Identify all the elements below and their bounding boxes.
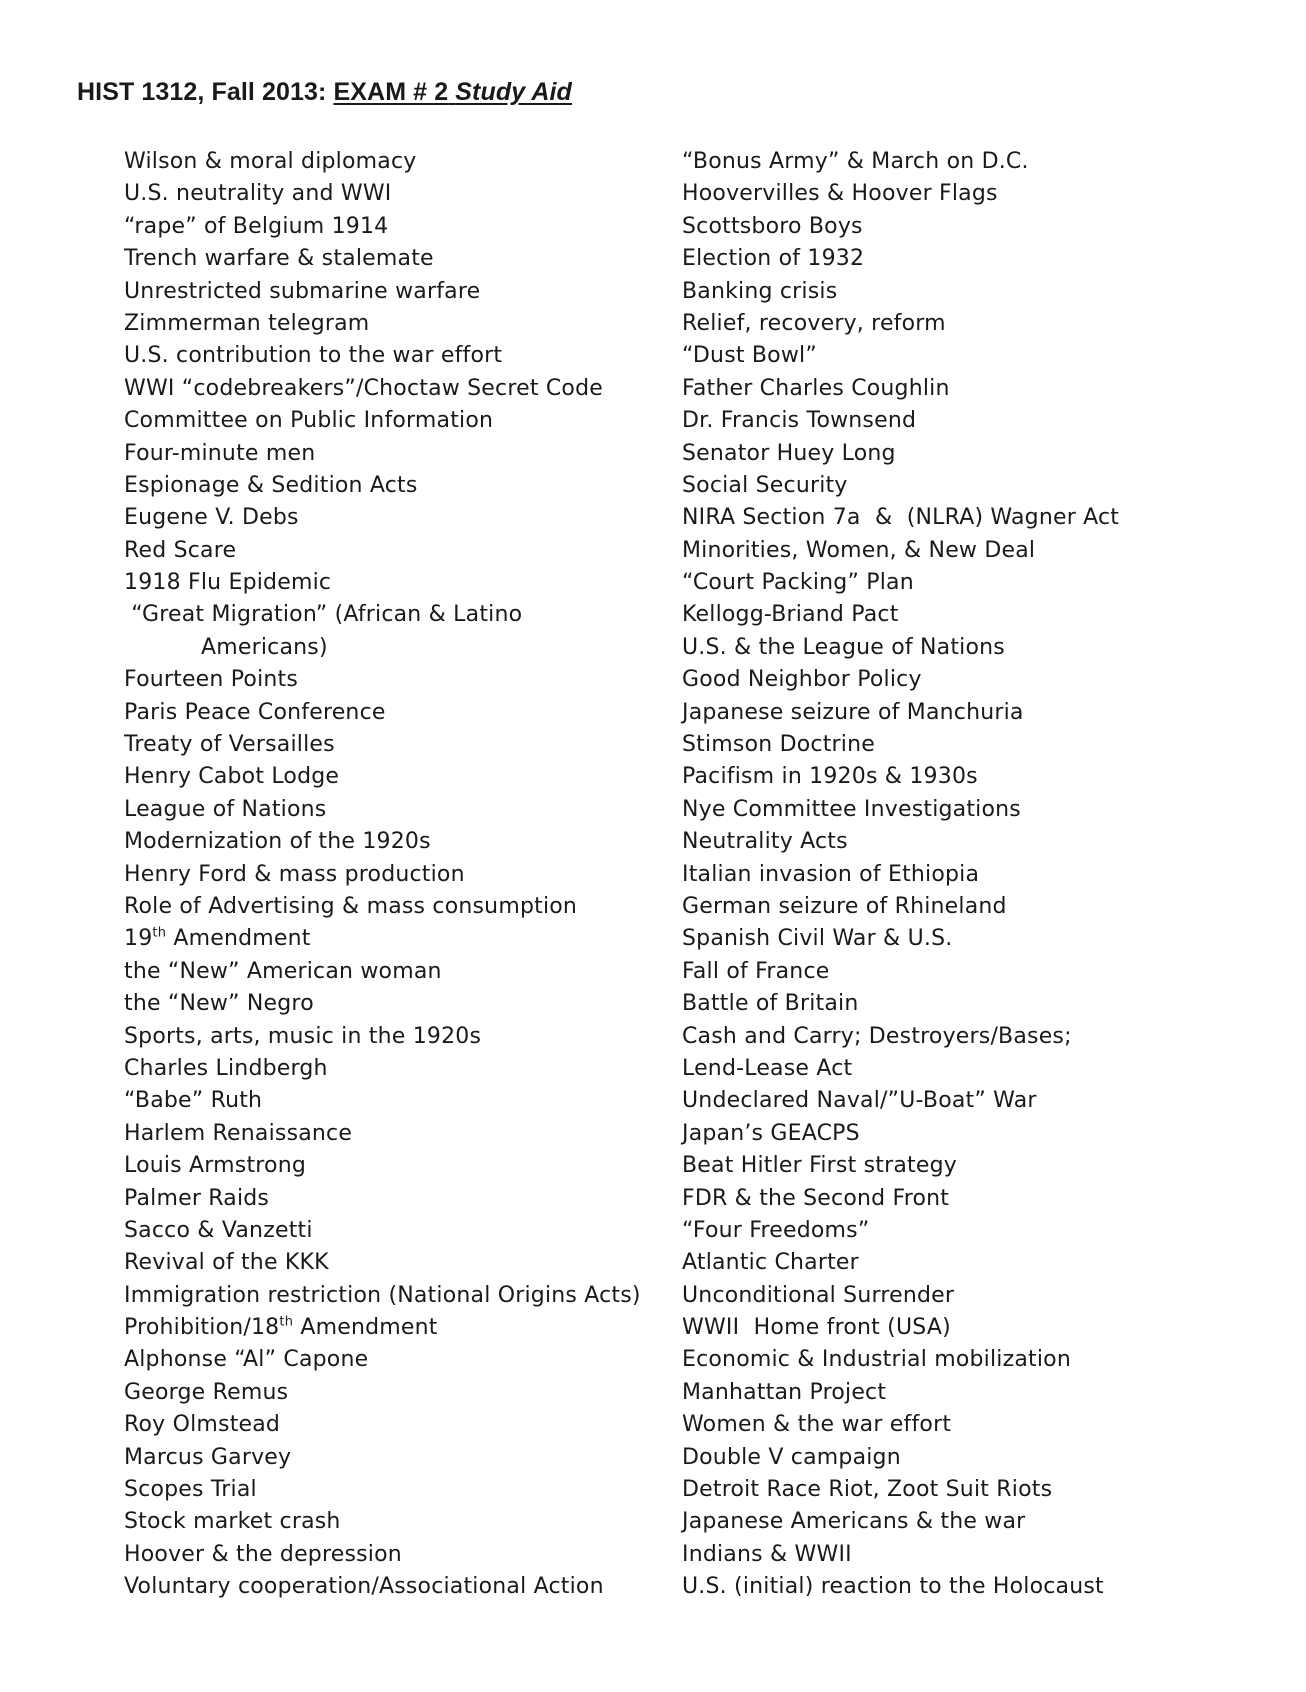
list-item: Marcus Garvey [124,1444,292,1470]
list-item: FDR & the Second Front [682,1185,950,1211]
list-item: Economic & Industrial mobilization [682,1347,1071,1373]
list-item: Modernization of the 1920s [124,829,431,855]
list-item: Revival of the KKK [124,1250,329,1276]
list-item: Detroit Race Riot, Zoot Suit Riots [682,1477,1053,1503]
list-item: Women & the war effort [682,1412,952,1438]
list-item: Scopes Trial [124,1477,257,1503]
list-item: Unconditional Surrender [682,1282,955,1308]
list-item: Banking crisis [682,278,838,304]
list-item: Louis Armstrong [124,1153,306,1179]
list-item: the “New” American woman [124,958,442,984]
list-item: Henry Ford & mass production [124,861,465,887]
list-item: “Court Packing” Plan [682,570,914,596]
list-item: Voluntary cooperation/Associational Action [124,1574,604,1600]
exam-label [334,78,572,106]
list-item: Stock market crash [124,1509,341,1535]
list-item: Beat Hitler First strategy [682,1153,957,1179]
list-item: Japanese Americans & the war [682,1509,1026,1535]
list-item: NIRA Section 7a & (NLRA) Wagner Act [682,505,1120,531]
list-item [124,923,641,955]
list-item: Hoover & the depression [124,1541,402,1567]
list-item: George Remus [124,1379,289,1405]
list-item: Manhattan Project [682,1379,887,1405]
list-item: Henry Cabot Lodge [124,764,340,790]
list-item: Fourteen Points [124,667,299,693]
list-item: Four-minute men [124,440,316,466]
list-item: Scottsboro Boys [682,213,863,239]
list-item: “rape” of Belgium 1914 [124,213,389,239]
list-item: Red Scare [124,537,237,563]
list-item: Senator Huey Long [682,440,896,466]
list-item: “Great Migration” (African & Latino [124,602,523,628]
amendment-number: 19 [124,926,153,952]
list-item: Spanish Civil War & U.S. [682,926,953,952]
list-item: Minorities, Women, & New Deal [682,537,1036,563]
list-item: Italian invasion of Ethiopia [682,861,980,887]
list-item: Treaty of Versailles [124,732,335,758]
list-item: German seizure of Rhineland [682,893,1007,919]
list-item-continuation-text: Americans) [201,634,328,660]
ordinal-suffix: th [152,926,167,942]
list-item: U.S. neutrality and WWI [124,181,392,207]
list-item: Japanese seizure of Manchuria [682,699,1024,725]
list-item: Espionage & Sedition Acts [124,472,418,498]
ordinal-suffix: th [279,1314,294,1330]
page-title [77,78,572,107]
list-item: Sports, arts, music in the 1920s [124,1023,482,1049]
list-item: Social Security [682,472,848,498]
list-item: Unrestricted submarine warfare [124,278,481,304]
list-item: Pacifism in 1920s & 1930s [682,764,978,790]
exam-number: EXAM # 2 [333,78,449,106]
list-item: Stimson Doctrine [682,732,875,758]
list-item: Father Charles Coughlin [682,375,950,401]
list-item: Sacco & Vanzetti [124,1217,313,1243]
list-item: Role of Advertising & mass consumption [124,893,578,919]
amendment-label: Amendment [293,1315,438,1341]
list-item: Alphonse “Al” Capone [124,1347,369,1373]
list-item: U.S. (initial) reaction to the Holocaust [682,1574,1104,1600]
list-item: Harlem Renaissance [124,1120,353,1146]
list-item: Eugene V. Debs [124,505,299,531]
list-item: Wilson & moral diplomacy [124,149,417,174]
list-item: Trench warfare & stalemate [124,246,434,272]
list-item: U.S. & the League of Nations [682,634,1005,660]
list-item: Hoovervilles & Hoover Flags [682,181,998,207]
list-item: the “New” Negro [124,991,314,1017]
prohibition-label: Prohibition/18 [124,1315,280,1341]
list-item: Nye Committee Investigations [682,796,1021,822]
list-item: Undeclared Naval/”U-Boat” War [682,1088,1037,1114]
list-item: “Four Freedoms” [682,1217,870,1243]
list-item: Roy Olmstead [124,1412,281,1438]
list-item: Palmer Raids [124,1185,270,1211]
list-item: WWII Home front (USA) [682,1315,951,1341]
list-item: Paris Peace Conference [124,699,386,725]
list-item: Lend-Lease Act [682,1055,853,1081]
list-item: Zimmerman telegram [124,310,370,336]
list-item: Charles Lindbergh [124,1055,328,1081]
list-item-continuation [124,632,641,664]
list-item: Election of 1932 [682,246,865,272]
study-aid-label: Study Aid [455,78,572,106]
list-item: Double V campaign [682,1444,901,1470]
list-item: U.S. contribution to the war effort [124,343,503,369]
list-item: “Bonus Army” & March on D.C. [682,149,1029,174]
right-topic-list [682,146,1119,1604]
list-item: Dr. Francis Townsend [682,408,917,434]
list-item: Indians & WWII [682,1541,852,1567]
list-item: Relief, recovery, reform [682,310,946,336]
list-item: 1918 Flu Epidemic [124,570,332,596]
list-item: Cash and Carry; Destroyers/Bases; [682,1023,1072,1049]
list-item: Immigration restriction (National Origins Acts) [124,1282,641,1308]
list-item: League of Nations [124,796,327,822]
course-label: HIST 1312, Fall 2013: [77,78,327,106]
list-item: Neutrality Acts [682,829,848,855]
list-item: Kellogg-Briand Pact [682,602,899,628]
list-item [124,1312,641,1344]
list-item: Fall of France [682,958,830,984]
list-item: Atlantic Charter [682,1250,859,1276]
list-item: Japan’s GEACPS [682,1120,860,1146]
list-item: Committee on Public Information [124,408,494,434]
list-item: Battle of Britain [682,991,859,1017]
list-item: Good Neighbor Policy [682,667,922,693]
amendment-label: Amendment [166,926,311,952]
list-item: “Dust Bowl” [682,343,817,369]
left-topic-list [124,146,641,1604]
list-item: WWI “codebreakers”/Choctaw Secret Code [124,375,603,401]
list-item: “Babe” Ruth [124,1088,263,1114]
